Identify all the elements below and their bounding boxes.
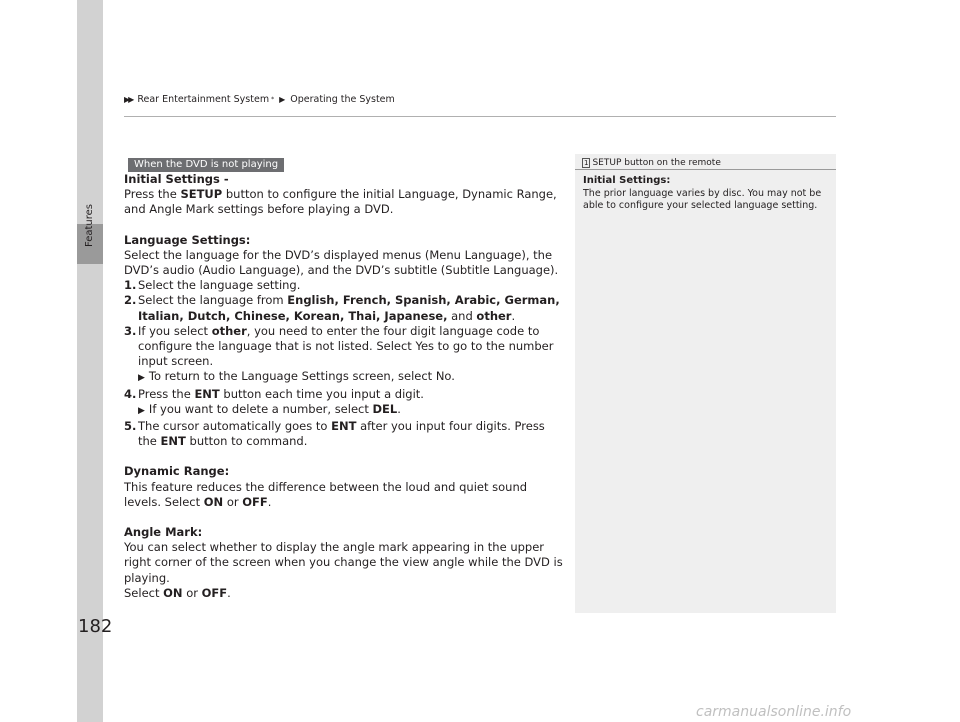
language-paragraph: Select the language for the DVD’s displayed menus (Menu Language), the DVD’s audio (Audio Language), and the DVD’s subtitle (Subtitle Language). — [124, 247, 559, 278]
list-subitem: ▶ To return to the Language Settings screen, select No. — [138, 369, 455, 384]
page-number: 182 — [78, 616, 113, 637]
list-subitem: ▶ If you want to delete a number, select DEL. — [138, 401, 401, 416]
list-item: 4. Press the ENT button each time you input a digit. ▶ If you want to delete a number, select DEL. — [124, 387, 564, 419]
sidebar-panel — [575, 154, 836, 613]
initial-heading: Initial Settings - — [124, 172, 229, 186]
side-tab-bottom — [77, 264, 103, 722]
double-triangle-icon: ▶▶ — [124, 95, 133, 104]
list-item: 2. Select the language from English, French, Spanish, Arabic, German, Italian, Dutch, Chinese, Korean, Thai, Japanese, and other. — [124, 293, 560, 323]
angle-select: Select ON or OFF. — [124, 585, 231, 600]
header-rule — [124, 116, 836, 117]
sidebar-header: 1 SETUP button on the remote — [584, 158, 721, 168]
dynamic-paragraph: This feature reduces the difference between the loud and quiet sound levels. Select ON or OFF. — [124, 479, 528, 509]
sidebar-body — [583, 175, 823, 213]
sidebar-rule — [575, 169, 836, 170]
arrow-icon: ▶ — [138, 373, 145, 384]
triangle-icon: ▶ — [279, 95, 286, 104]
footer-watermark: carmanualsonline.info — [696, 704, 852, 720]
breadcrumb-part2: Operating the System — [290, 94, 395, 105]
asterisk: * — [271, 96, 275, 103]
angle-heading: Angle Mark: — [124, 525, 203, 540]
side-tab-label: Features — [84, 204, 95, 247]
main-content — [124, 156, 564, 601]
side-tab-top — [77, 0, 103, 224]
breadcrumb-part1: Rear Entertainment System — [137, 94, 270, 105]
list-item: 1. Select the language setting. — [124, 278, 301, 293]
angle-paragraph: You can select whether to display the angle mark appearing in the upper right corner of the screen when you change the view angle while the DVD is playing. — [124, 540, 563, 585]
dynamic-heading: Dynamic Range: — [124, 464, 230, 479]
sidebar-text: The prior language varies by disc. You may not be able to configure your selected language setting. — [583, 187, 822, 211]
sidebar-title: Initial Settings: — [583, 175, 671, 186]
breadcrumb — [124, 94, 395, 105]
list-item: 5. The cursor automatically goes to ENT after you input four digits. Press the ENT button to command. — [124, 419, 545, 449]
initial-paragraph: Press the SETUP button to configure the initial Language, Dynamic Range, and Angle Mark settings before playing a DVD. — [124, 187, 557, 217]
section-tag: When the DVD is not playing — [128, 158, 284, 172]
note-number-box: 1 — [584, 159, 589, 167]
arrow-icon: ▶ — [138, 405, 145, 416]
language-heading: Language Settings: — [124, 232, 251, 247]
list-item: 3. If you select other, you need to enter the four digit language code to configure the language that is not listed. Select Yes to go to the number input screen. ▶ To return to the Language Settings screen, select No. — [124, 324, 564, 387]
